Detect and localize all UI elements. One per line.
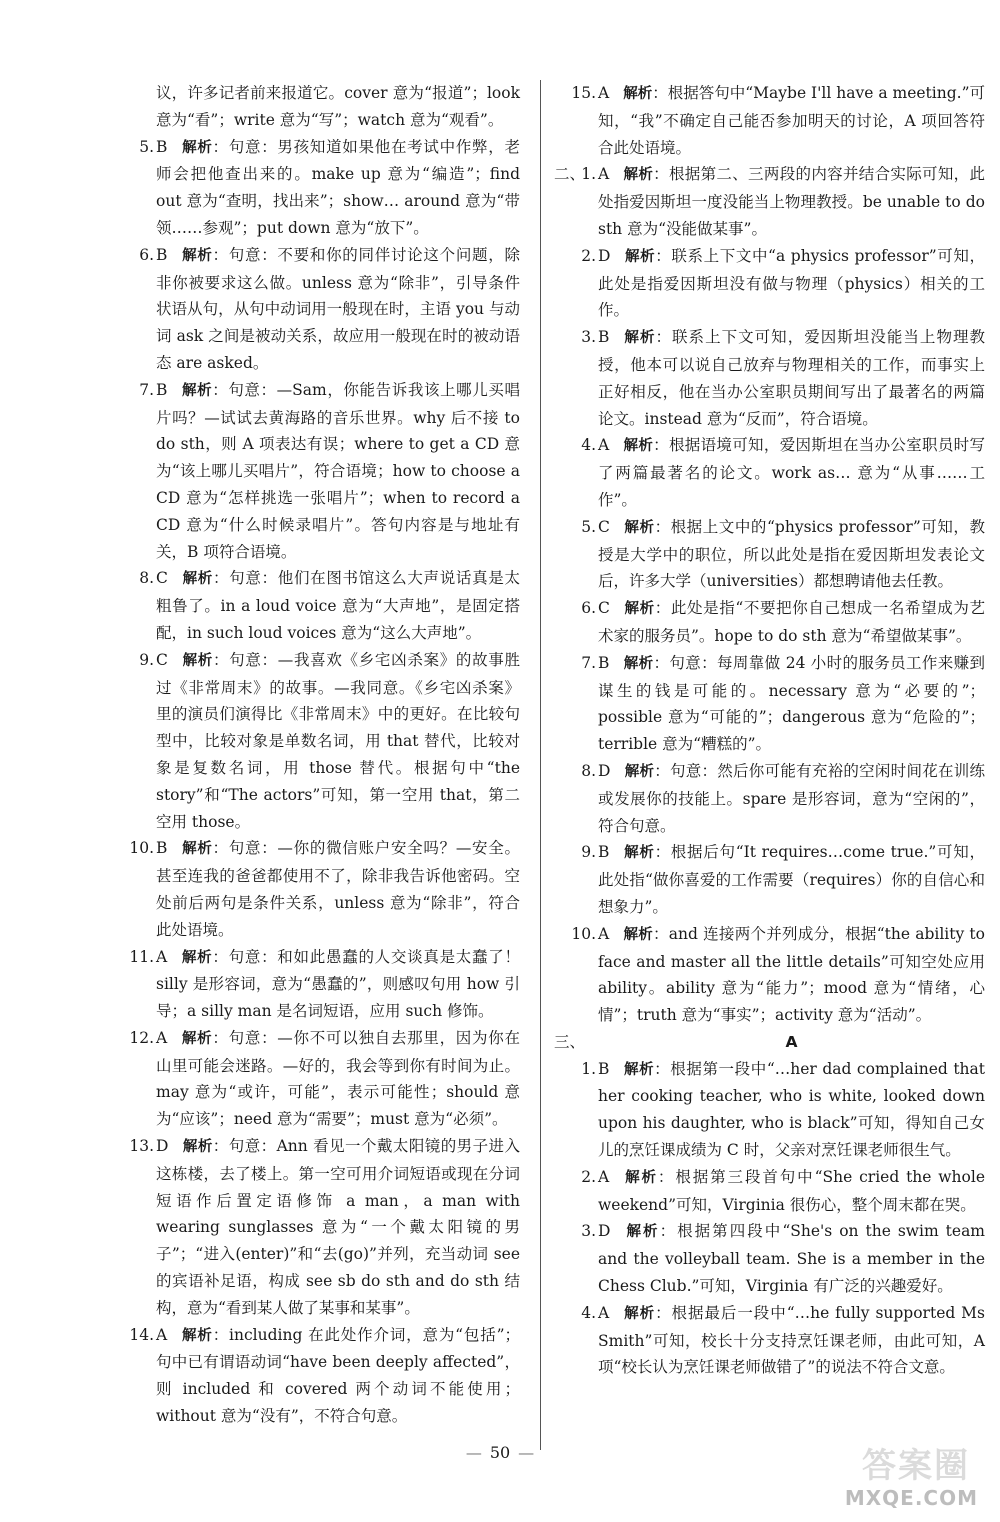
- analysis-label: 解析: [181, 1327, 213, 1344]
- section-three: [554, 1029, 986, 1381]
- answer-item: [118, 835, 520, 943]
- analysis-label: 解析: [623, 167, 654, 184]
- analysis-label: 解析: [623, 601, 655, 618]
- answer-letter: B: [598, 843, 610, 862]
- section-number: 二、: [554, 165, 586, 184]
- answer-letter: A: [598, 165, 610, 184]
- answer-item: [560, 243, 985, 324]
- analysis-label: 解析: [623, 845, 655, 862]
- analysis-text: ：根据第三段首句中“She cried the whole weekend”可知，Virginia 很伤心，整个周末都在哭。: [598, 1167, 986, 1214]
- answer-letter: A: [598, 924, 610, 943]
- item-number: 6.: [139, 245, 154, 264]
- answer-letter: B: [598, 328, 610, 347]
- answer-item: [118, 647, 520, 836]
- answer-letter: D: [598, 1222, 611, 1241]
- analysis-label: 解析: [624, 248, 656, 265]
- analysis-label: 解析: [623, 655, 654, 672]
- analysis-label: 解析: [624, 763, 655, 780]
- analysis-label: 解析: [181, 382, 213, 399]
- item-number: 10.: [571, 924, 596, 943]
- answer-letter: D: [598, 761, 611, 780]
- answer-letter: A: [598, 84, 610, 102]
- analysis-text: ：根据答句中“Maybe I'll have a meeting.”可知，“我”不确定自己能否参加明天的讨论，A 项回答符合此处语境。: [598, 84, 986, 157]
- answer-item: [560, 80, 985, 161]
- analysis-text: ：句意：—你不可以独自去那里，因为你在山里可能会迷路。—好的，我会等到你有时间为止。may 意为“或许，可能”，表示可能性；should 意为“应该”；need 意为“需要”；must 意为“必须”。: [156, 1028, 520, 1129]
- item-number: 2.: [581, 246, 596, 265]
- answer-letter: C: [156, 650, 168, 669]
- analysis-text: ：句意：不要和你的同伴讨论这个问题，除非你被要求这么做。unless 意为“除非”，引导条件状语从句，从句中动词用一般现在时，主语 you 与动词 ask 之间是被动关系，故应用一般现在时的被动语态 are asked。: [156, 245, 520, 372]
- answer-item: [560, 161, 985, 242]
- analysis-label: 解析: [181, 652, 213, 669]
- page-number: 50: [489, 1443, 511, 1462]
- item-number: 13.: [129, 1137, 154, 1156]
- answer-item: [560, 921, 985, 1029]
- analysis-text: ：句意：—我喜欢《乡宅凶杀案》的故事胜过《非常周末》的故事。—我同意。《乡宅凶杀案》里的演员们演得比《非常周末》中的更好。在比较句型中，比较对象是单数名词，用 that 替代，比较对象是复数名词，用 those 替代。根据句中“the story”和“The actors”可知，第一空用 that，第二空用 those。: [156, 650, 520, 831]
- answer-letter: A: [156, 1028, 168, 1047]
- analysis-label: 解析: [181, 139, 213, 156]
- item-number: 9.: [139, 650, 154, 669]
- analysis-label: 解析: [624, 1224, 660, 1241]
- item-number: 7.: [139, 380, 154, 399]
- answer-item: [560, 595, 985, 650]
- answer-item: [560, 514, 985, 595]
- answer-item: [560, 650, 985, 758]
- analysis-text: ：including 在此处作介词，意为“包括”；句中已有谓语动词“have been deeply affected”，则 included 和 covered 两个动词不能使用；without 意为“没有”，不符合句意。: [156, 1325, 521, 1426]
- passage-title: A: [785, 1032, 798, 1051]
- analysis-text: ：根据第四段中“She's on the swim team and the volleyball team. She is a member in the Chess Club.”可知，Virginia 有广泛的兴趣爱好。: [598, 1222, 986, 1296]
- answer-item: [118, 1133, 520, 1322]
- item-number: 3.: [581, 1222, 596, 1241]
- answer-letter: B: [598, 1059, 610, 1078]
- analysis-label: 解析: [181, 841, 213, 858]
- answer-item: [118, 944, 520, 1025]
- column-divider: [540, 80, 541, 1450]
- right-column: [554, 80, 986, 1381]
- analysis-label: 解析: [623, 519, 655, 536]
- answer-item: [560, 839, 985, 920]
- analysis-label: 解析: [623, 330, 656, 347]
- analysis-label: 解析: [623, 1305, 656, 1322]
- item-number: 5.: [581, 517, 596, 536]
- answer-letter: A: [156, 1325, 168, 1344]
- item-number: 4.: [581, 1303, 596, 1322]
- item-number: 8.: [581, 761, 596, 780]
- item-number: 11.: [129, 947, 154, 966]
- watermark-url: MXQE.COM: [844, 1486, 978, 1511]
- analysis-text: ：句意：和如此愚蠢的人交谈真是太蠢了！silly 是形容词，意为“愚蠢的”，则感叹句用 how 引导；a silly man 是名词短语，应用 such 修饰。: [156, 947, 520, 1021]
- answer-letter: C: [156, 569, 168, 588]
- answer-letter: B: [156, 137, 168, 156]
- answer-item: [560, 324, 985, 432]
- section-number: 三、: [554, 1032, 586, 1051]
- answer-letter: A: [598, 1303, 610, 1322]
- analysis-text: ：根据第二、三两段的内容并结合实际可知，此处指爱因斯坦一度没能当上物理教授。be unable to do sth 意为“没能做某事”。: [598, 165, 985, 238]
- answer-item: [560, 1300, 985, 1381]
- analysis-text: ：根据最后一段中“…he fully supported Ms Smith”可知，校长十分支持烹饪课老师，由此可知，A 项“校长认为烹饪课老师做错了”的说法不符合文意。: [598, 1303, 985, 1377]
- answer-item: [118, 1025, 520, 1133]
- analysis-label: 解析: [181, 949, 213, 966]
- answer-letter: A: [156, 947, 168, 966]
- page-footer: [0, 1440, 1000, 1467]
- answer-letter: D: [598, 246, 611, 265]
- analysis-label: 解析: [181, 1030, 213, 1047]
- analysis-label: 解析: [181, 247, 213, 264]
- item-number: 8.: [139, 569, 154, 588]
- analysis-text: ：根据上文中的“physics professor”可知，教授是大学中的职位，所以此处是指在爱因斯坦发表论文后，许多大学（universities）都想聘请他去任教。: [598, 517, 985, 591]
- item-number: 1.: [581, 1059, 596, 1078]
- analysis-label: 解析: [182, 1139, 213, 1156]
- analysis-text: ：句意：然后你可能有充裕的空闲时间花在训练或发展你的技能上。spare 是形容词，意为“空闲的”，符合句意。: [598, 761, 985, 835]
- analysis-text: ：句意：每周靠做 24 小时的服务员工作来赚到谋生的钱是可能的。necessary 意为“必要的”；possible 意为“可能的”；dangerous 意为“危险的”；terrible 意为“糟糕的”。: [598, 653, 985, 754]
- section-two: [554, 161, 986, 1029]
- answer-letter: B: [156, 245, 168, 264]
- answer-item: [560, 1164, 985, 1219]
- intro-text: 议，许多记者前来报道它。cover 意为“报道”；look 意为“看”；write 意为“写”；watch 意为“观看”。: [156, 84, 520, 129]
- item-number: 12.: [129, 1028, 154, 1047]
- item-number: 3.: [581, 328, 596, 347]
- item-number: 10.: [129, 839, 154, 858]
- answer-item: [118, 1322, 520, 1430]
- answer-letter: A: [598, 436, 610, 455]
- answer-item: [560, 758, 985, 839]
- item-number: 5.: [139, 137, 154, 156]
- analysis-text: ：句意：—Sam，你能告诉我该上哪儿买唱片吗？—试试去黄海路的音乐世界。why 后不接 to do sth，则 A 项表达有误；where to get a CD 意为“该上哪儿买唱片”，符合语境；how to choose a CD 意为“怎样挑选一张唱片”；when to record a CD 意为“什么时候录唱片”。答句内容是与地址有关，B 项符合语境。: [156, 380, 521, 561]
- answer-item: [560, 1218, 985, 1299]
- answer-letter: C: [598, 517, 610, 536]
- item-number: 15.: [571, 84, 596, 102]
- analysis-text: ：句意：—你的微信账户安全吗？—安全。甚至连我的爸爸都使用不了，除非我告诉他密码。空处前后两句是条件关系，unless 意为“除非”，符合此处语境。: [156, 839, 520, 939]
- item-number: 2.: [581, 1167, 596, 1186]
- analysis-text: ：此处是指“不要把你自己想成一名希望成为艺术家的服务员”。hope to do sth 意为“希望做某事”。: [598, 599, 985, 645]
- analysis-text: ：句意：男孩知道如果他在考试中作弊，老师会把他查出来的。make up 意为“编造”；find out 意为“查明，找出来”；show… around 意为“带领……参观”；put down 意为“放下”。: [156, 137, 520, 237]
- analysis-label: 解析: [181, 571, 213, 588]
- analysis-text: ：根据语境可知，爱因斯坦在当办公室职员时写了两篇最著名的论文。work as… 意为“从事……工作”。: [598, 436, 985, 509]
- item-number: 14.: [129, 1325, 154, 1344]
- analysis-text: ：句意：他们在图书馆这么大声说话真是太粗鲁了。in a loud voice 意为“大声地”，是固定搭配，in such loud voices 意为“这么大声地”。: [156, 569, 520, 642]
- item-number: 1.: [581, 165, 596, 184]
- answer-item: [118, 242, 520, 377]
- answer-item: [560, 1056, 985, 1164]
- analysis-label: 解析: [623, 438, 654, 455]
- answer-item: [118, 377, 520, 566]
- watermark-logo: 答案圈: [862, 1446, 970, 1487]
- answer-item: [118, 565, 520, 646]
- footer-dash-left: —: [465, 1443, 482, 1462]
- analysis-label: 解析: [623, 1061, 655, 1078]
- analysis-text: ：and 连接两个并列成分，根据“the ability to face and master all the little details”可知空处应用 ability。ability 意为“能力”；mood 意为“情绪，心情”；truth 意为“事实”；activity 意为“活动”。: [598, 924, 985, 1025]
- analysis-text: ：根据第一段中“…her dad complained that her cooking teacher, who is white, looked down upon his daughter, who is black”可知，得知自己女儿的烹饪课成绩为 C 时，父亲对烹饪课老师很生气。: [598, 1059, 985, 1160]
- analysis-text: ：句意：Ann 看见一个戴太阳镜的男子进入这栋楼，去了楼上。第一空可用介词短语或现在分词短语作后置定语修饰 a man，a man with wearing sunglasses 意为“一个戴太阳镜的男子”；“进入(enter)”和“去(go)”并列，充当动词 see 的宾语补足语，构成 see sb do sth and do sth 结构，意为“看到某人做了某事和某事”。: [156, 1137, 521, 1317]
- answer-letter: B: [598, 653, 610, 672]
- answer-letter: C: [598, 599, 610, 618]
- analysis-text: ：根据后句“It requires…come true.”可知，此处指“做你喜爱的工作需要（requires）你的自信心和想象力”。: [598, 843, 986, 916]
- item-number: 4.: [581, 436, 596, 455]
- answer-letter: B: [156, 380, 168, 399]
- answer-item: [118, 134, 520, 242]
- item-number: 9.: [581, 843, 596, 862]
- analysis-text: ：联系上下文可知，爱因斯坦没能当上物理教授，他本可以说自己放弃与物理相关的工作，而事实上正好相反，他在当办公室职员期间写出了最著名的两篇论文。instead 意为“反而”，符合语境。: [598, 328, 985, 428]
- answer-letter: B: [156, 839, 168, 858]
- left-column: [118, 80, 520, 1430]
- item-number: 6.: [581, 599, 596, 618]
- footer-dash-right: —: [518, 1443, 535, 1462]
- analysis-label: 解析: [623, 1169, 658, 1186]
- answer-letter: A: [598, 1167, 610, 1186]
- analysis-label: 解析: [623, 926, 654, 943]
- answer-item: [560, 432, 985, 513]
- answer-letter: D: [156, 1137, 169, 1156]
- continued-paragraph: [118, 80, 520, 134]
- item-number: 7.: [581, 653, 596, 672]
- analysis-text: ：联系上下文中“a physics professor”可知，此处是指爱因斯坦没有做与物理（physics）相关的工作。: [598, 246, 985, 320]
- analysis-label: 解析: [623, 86, 653, 102]
